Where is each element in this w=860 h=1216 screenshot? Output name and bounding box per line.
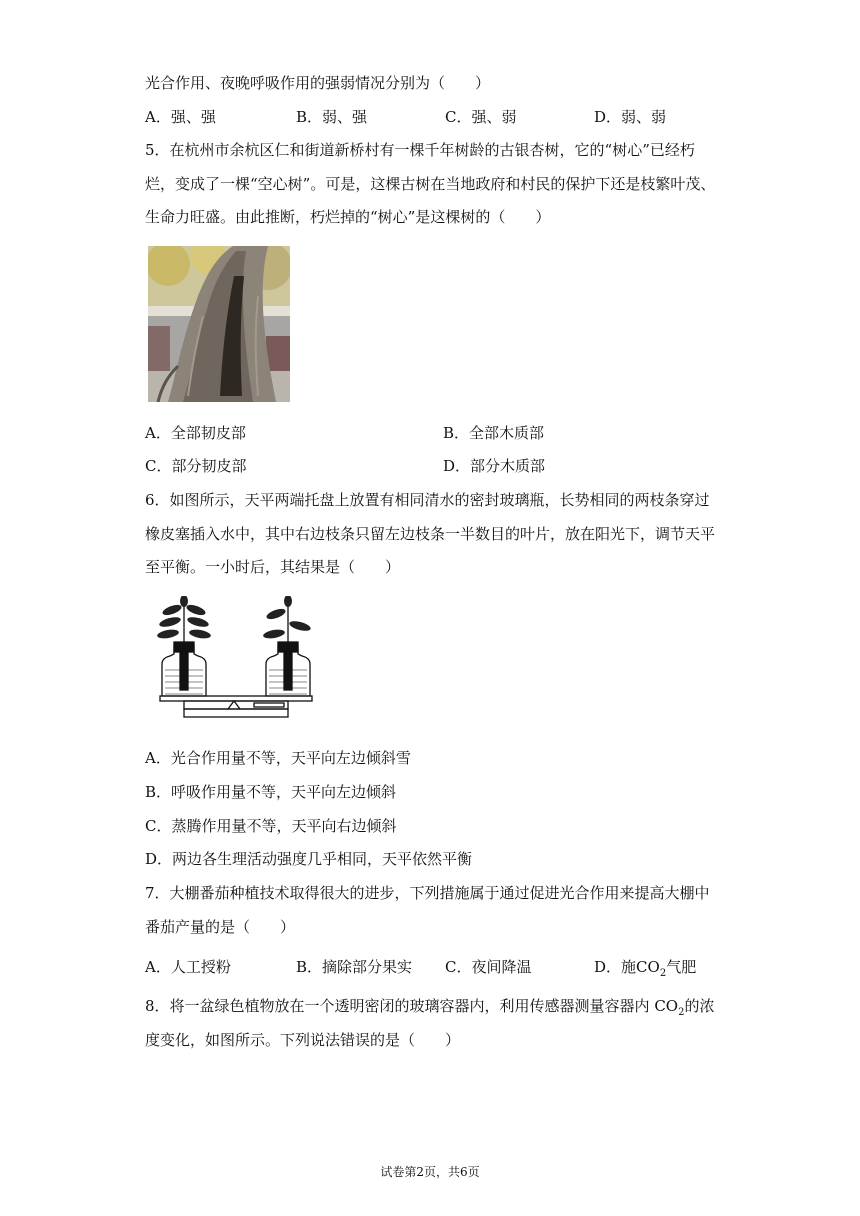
q8-co2-subscript: 2 <box>678 1007 685 1018</box>
q5-option-d: D．部分木质部 <box>443 457 546 475</box>
page-footer: 试卷第2页，共6页 <box>380 1165 480 1179</box>
q7-option-c: C．夜间降温 <box>445 958 532 976</box>
q7-line-1: 7．大棚番茄种植技术取得很大的进步，下列措施属于通过促进光合作用来提高大棚中 <box>145 884 710 902</box>
q4-option-c: C．强、弱 <box>445 108 517 126</box>
q5-line-2: 烂，变成了一棵“空心树”。可是，这棵古树在当地政府和村民的保护下还是枝繁叶茂、 <box>145 175 716 193</box>
q6-line-1: 6．如图所示，天平两端托盘上放置有相同清水的密封玻璃瓶，长势相同的两枝条穿过 <box>145 491 710 509</box>
q7-option-d <box>594 957 696 984</box>
q7-option-d-label: D．施 <box>594 958 637 976</box>
q6-line-3: 至平衡。一小时后，其结果是（ ） <box>145 558 401 576</box>
q5-line-1: 5．在杭州市余杭区仁和街道新桥村有一棵千年树龄的古银杏树，它的“树心”已经朽 <box>145 141 695 159</box>
q7-option-d-formula: CO <box>636 958 660 976</box>
q6-option-b: B．呼吸作用量不等，天平向左边倾斜 <box>145 783 397 801</box>
q6-line-2: 橡皮塞插入水中，其中右边枝条只留左边枝条一半数目的叶片，放在阳光下，调节天平 <box>145 525 716 543</box>
q5-line-3: 生命力旺盛。由此推断，朽烂掉的“树心”是这棵树的（ ） <box>145 208 551 226</box>
q4-option-d: D．弱、弱 <box>594 108 667 126</box>
q8-line-2: 度变化，如图所示。下列说法错误的是（ ） <box>145 1031 461 1049</box>
q4-option-a: A．强、强 <box>145 108 216 126</box>
q8-line-1-text: 8．将一盆绿色植物放在一个透明密闭的玻璃容器内，利用传感器测量容器内 CO <box>145 997 679 1015</box>
q7-option-d-subscript: 2 <box>659 968 667 979</box>
q7-option-a: A．人工授粉 <box>145 958 231 976</box>
q4-stem-tail: 光合作用、夜晚呼吸作用的强弱情况分别为（ ） <box>145 74 491 92</box>
balance-with-branches-diagram <box>150 596 320 724</box>
hollow-ginkgo-tree-photo <box>148 246 290 402</box>
q7-option-b: B．摘除部分果实 <box>296 958 413 976</box>
q4-option-b: B．弱、强 <box>296 108 368 126</box>
q6-option-d: D．两边各生理活动强度几乎相同，天平依然平衡 <box>145 850 473 868</box>
q5-option-b: B．全部木质部 <box>443 424 545 442</box>
q6-option-a: A．光合作用量不等，天平向左边倾斜雪 <box>145 749 411 767</box>
q7-option-d-suffix: 气肥 <box>666 958 697 976</box>
q7-line-2: 番茄产量的是（ ） <box>145 918 296 936</box>
q5-option-a: A．全部韧皮部 <box>145 424 246 442</box>
q6-option-c: C．蒸腾作用量不等，天平向右边倾斜 <box>145 817 397 835</box>
q5-option-c: C．部分韧皮部 <box>145 457 247 475</box>
q8-line-1 <box>145 996 714 1023</box>
q8-line-1-tail: 的浓 <box>684 997 715 1015</box>
